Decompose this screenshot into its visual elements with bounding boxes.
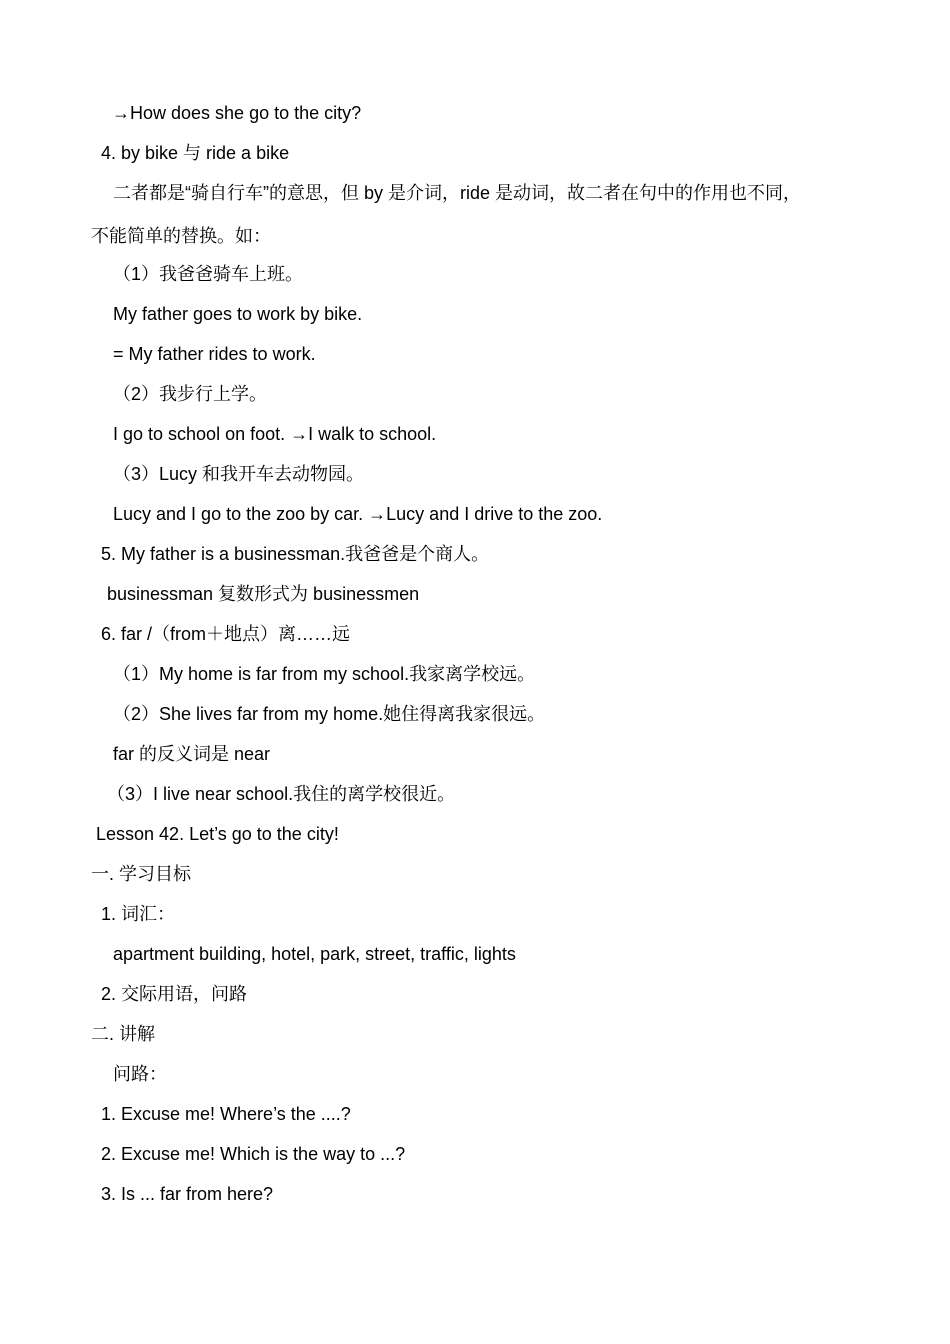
paragraph-line-2: 不能简单的替换。如：: [91, 226, 271, 246]
lesson-title: Lesson 42. Let’s go to the city!: [96, 824, 339, 844]
example-sentence: My father goes to work by bike.: [113, 304, 363, 324]
heading-item-4: 4. by bike 与 ride a bike: [101, 143, 290, 163]
vocabulary-list: apartment building, hotel, park, street, traffic, lights: [113, 944, 516, 964]
example-sentence: = My father rides to work.: [113, 344, 316, 364]
section-heading-2: 二. 讲解: [91, 1024, 156, 1044]
section-heading-1: 一. 学习目标: [91, 864, 192, 884]
heading-item-6: 6. far /（from＋地点）离……远: [101, 624, 351, 644]
text-line-example-arrow: →How does she go to the city?: [112, 103, 362, 123]
example-sentence: Lucy and I go to the zoo by car. →Lucy and I drive to the zoo.: [113, 504, 603, 524]
example-label-2: （2）我步行上学。: [113, 384, 268, 404]
asking-directions-label: 问路：: [113, 1064, 167, 1084]
example-sentence: （1）My home is far from my school.我家离学校远。: [113, 664, 536, 684]
phrase-item-2: 2. Excuse me! Which is the way to ...?: [101, 1144, 406, 1164]
phrase-item-1: 1. Excuse me! Where’s the ....?: [101, 1104, 351, 1124]
example-label-3: （3）Lucy 和我开车去动物园。: [113, 464, 365, 484]
note-line: businessman 复数形式为 businessmen: [107, 584, 420, 604]
subsection-vocabulary: 1. 词汇：: [101, 904, 176, 924]
subsection-communication: 2. 交际用语，问路: [101, 984, 248, 1004]
note-line: far 的反义词是 near: [113, 744, 271, 764]
phrase-item-3: 3. Is ... far from here?: [101, 1184, 274, 1204]
example-sentence: （3）I live near school.我住的离学校很近。: [107, 784, 456, 804]
example-label-1: （1）我爸爸骑车上班。: [113, 264, 304, 284]
paragraph-line-1: 二者都是“骑自行车”的意思，但 by 是介词，ride 是动词，故二者在句中的作用也不同，: [113, 183, 802, 203]
example-sentence: （2）She lives far from my home.她住得离我家很远。: [113, 704, 546, 724]
example-sentence: I go to school on foot. →I walk to school.: [113, 424, 437, 444]
heading-item-5: 5. My father is a businessman.我爸爸是个商人。: [101, 544, 490, 564]
